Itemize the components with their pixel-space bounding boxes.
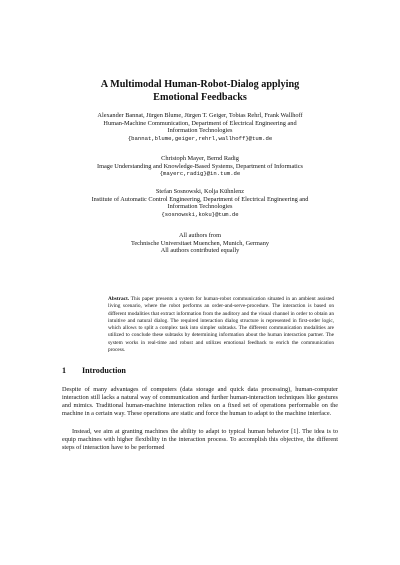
- author-email: {mayerc,radig}@in.tum.de: [159, 170, 241, 178]
- author-names: Stefan Sosnowski, Kolja Kühnlenz: [155, 188, 245, 195]
- section-number: 1: [62, 366, 67, 375]
- affiliation: Information Technologies: [167, 203, 233, 211]
- note-line: Technische Universitaet Muenchen, Munich, Germany: [130, 239, 270, 247]
- affiliation: Information Technologies: [167, 127, 233, 135]
- abstract: [108, 296, 334, 354]
- paper-title: [60, 78, 340, 104]
- abstract-label: Abstract.: [108, 296, 130, 302]
- note-line: All authors from: [179, 232, 221, 239]
- affiliation: Image Understanding and Knowledge-Based Systems, Department of Informatics: [97, 162, 303, 170]
- title-line-1: A Multimodal Human-Robot-Dialog applying: [100, 79, 300, 90]
- author-group-1: [40, 112, 360, 142]
- affiliation: Human-Machine Communication, Department of Electrical Engineering and: [103, 119, 297, 127]
- author-group-3: [40, 188, 360, 218]
- author-names: Christoph Mayer, Bernd Radig: [161, 155, 239, 162]
- abstract-text: This paper presents a system for human-robot communication situated in an ambient assisted living scenario, where the robot performs an order-and-serve-procedure. The interaction is based on different modalities that extract information from the auditory and the visual channel in order to obtain an intuitive and natural dialog. The required interaction dialog structure is represented in first-order logic, which allows to split a complex task into simpler subtasks. The different communication modalities are utilized to conclude these subtasks by determining information about the human interaction partner. The system works in real-time and robust and utilizes emotional feedback to enrich the communication process.: [108, 296, 334, 354]
- note-line: All authors contributed equally: [160, 247, 240, 255]
- author-email: {bannat,blume,geiger,rehrl,wallhoff}@tum.de: [127, 134, 273, 142]
- intro-paragraph-1: Despite of many advantages of computers (data storage and quick data processing), human-computer interaction still lacks a natural way of communication and further human-interaction techniques like gestures and mimics. Traditional human-machine interaction relies on a fixed set of operations performable on the machine in a certain way. These operations are static and force the human to adapt to the machine interface.: [62, 386, 338, 418]
- author-names: Alexander Bannat, Jürgen Blume, Jürgen T. Geiger, Tobias Rehrl, Frank Wallhoff: [97, 112, 303, 119]
- author-email: {sosnowski,koku}@tum.de: [161, 210, 239, 218]
- section-title: Introduction: [82, 366, 126, 375]
- affiliation: Institute of Automatic Control Engineering, Department of Electrical Engineering and: [91, 195, 309, 203]
- intro-paragraph-2: Instead, we aim at granting machines the ability to adapt to typical human behavior [1]. The idea is to equip machines with higher flexibility in the interaction process. To accomplish this objective, the different steps of interaction have to be performed: [62, 428, 338, 452]
- author-group-2: [40, 155, 360, 178]
- title-line-2: Emotional Feedbacks: [153, 92, 247, 103]
- section-heading: [62, 366, 126, 375]
- author-note: [40, 232, 360, 255]
